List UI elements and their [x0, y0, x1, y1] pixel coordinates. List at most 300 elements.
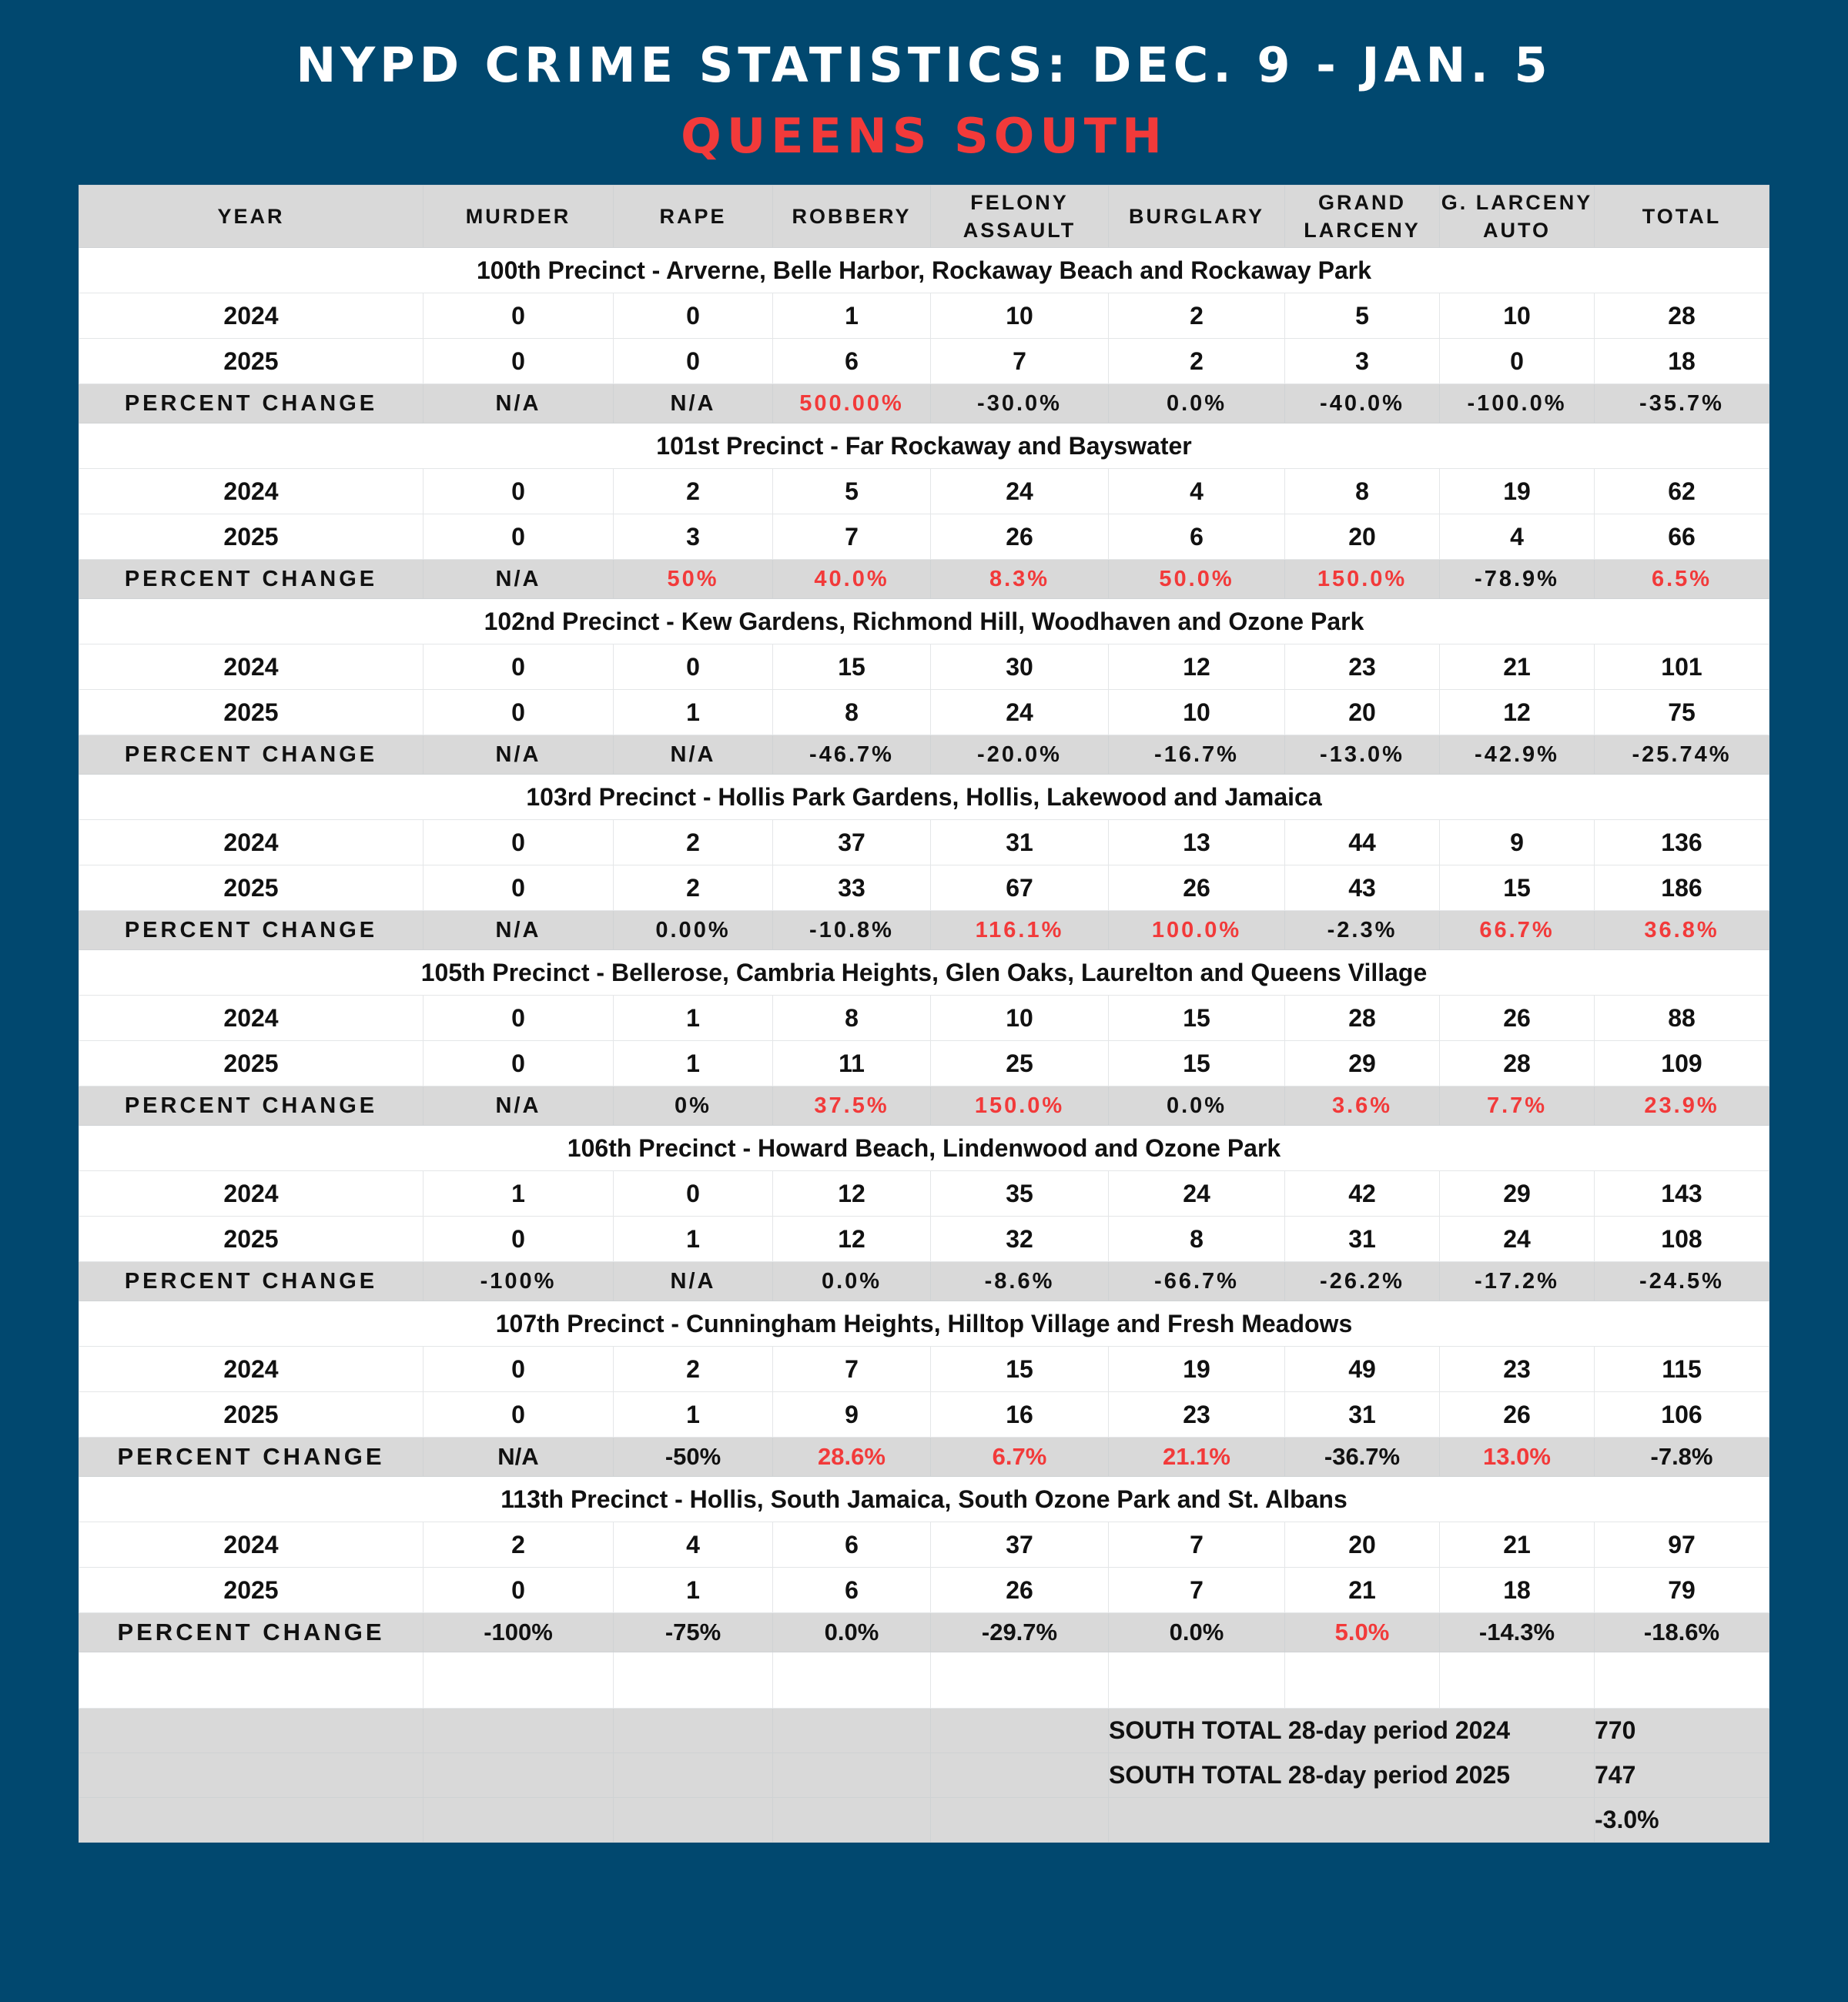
- pct-g-larceny-auto: -78.9%: [1440, 560, 1595, 599]
- cell-felony-assault: 24: [931, 690, 1109, 735]
- empty-cell: [424, 1709, 614, 1753]
- empty-cell: [1109, 1652, 1285, 1709]
- pct-total: -25.74%: [1595, 735, 1769, 775]
- column-header-g-larceny-auto: G. LARCENY AUTO: [1440, 186, 1595, 248]
- cell-robbery: 6: [773, 339, 931, 384]
- empty-cell: [614, 1652, 773, 1709]
- cell-murder: 0: [424, 293, 614, 339]
- empty-cell: [931, 1652, 1109, 1709]
- pct-total: 23.9%: [1595, 1086, 1769, 1126]
- pct-grand-larceny: -2.3%: [1285, 911, 1440, 950]
- pct-robbery: -10.8%: [773, 911, 931, 950]
- year-label: 2024: [79, 1347, 424, 1392]
- pct-robbery: 0.0%: [773, 1613, 931, 1652]
- pct-g-larceny-auto: 13.0%: [1440, 1438, 1595, 1477]
- precinct-name: 100th Precinct - Arverne, Belle Harbor, Rockaway Beach and Rockaway Park: [79, 248, 1769, 293]
- precinct-header-row: [79, 599, 1769, 644]
- cell-burglary: 7: [1109, 1568, 1285, 1613]
- cell-robbery: 33: [773, 865, 931, 911]
- cell-burglary: 15: [1109, 1041, 1285, 1086]
- cell-murder: 0: [424, 690, 614, 735]
- empty-cell: [424, 1652, 614, 1709]
- cell-grand-larceny: 28: [1285, 996, 1440, 1041]
- precinct-header-row: [79, 1477, 1769, 1522]
- percent-change-label: PERCENT CHANGE: [79, 1438, 424, 1477]
- cell-g-larceny-auto: 15: [1440, 865, 1595, 911]
- year-row-2024: [79, 996, 1769, 1041]
- cell-robbery: 9: [773, 1392, 931, 1438]
- pct-g-larceny-auto: -14.3%: [1440, 1613, 1595, 1652]
- south-total-label: [1109, 1798, 1595, 1843]
- pct-murder: N/A: [424, 1086, 614, 1126]
- year-row-2024: [79, 1347, 1769, 1392]
- year-label: 2024: [79, 820, 424, 865]
- percent-change-label: PERCENT CHANGE: [79, 384, 424, 424]
- cell-total: 75: [1595, 690, 1769, 735]
- year-label: 2025: [79, 1392, 424, 1438]
- south-total-row: [79, 1709, 1769, 1753]
- year-row-2024: [79, 644, 1769, 690]
- cell-grand-larceny: 42: [1285, 1171, 1440, 1217]
- column-header-murder: MURDER: [424, 186, 614, 248]
- empty-cell: [614, 1709, 773, 1753]
- year-label: 2024: [79, 996, 424, 1041]
- precinct-name: 107th Precinct - Cunningham Heights, Hilltop Village and Fresh Meadows: [79, 1301, 1769, 1347]
- pct-burglary: -66.7%: [1109, 1262, 1285, 1301]
- cell-felony-assault: 10: [931, 996, 1109, 1041]
- percent-change-label: PERCENT CHANGE: [79, 911, 424, 950]
- cell-murder: 0: [424, 644, 614, 690]
- cell-robbery: 8: [773, 690, 931, 735]
- cell-rape: 1: [614, 996, 773, 1041]
- pct-murder: N/A: [424, 735, 614, 775]
- cell-burglary: 26: [1109, 865, 1285, 911]
- cell-total: 106: [1595, 1392, 1769, 1438]
- south-total-value: -3.0%: [1595, 1798, 1769, 1843]
- cell-total: 18: [1595, 339, 1769, 384]
- pct-rape: N/A: [614, 1262, 773, 1301]
- pct-total: 36.8%: [1595, 911, 1769, 950]
- page-subtitle: QUEENS SOUTH: [681, 108, 1167, 164]
- year-label: 2025: [79, 339, 424, 384]
- column-header-grand-larceny: GRAND LARCENY: [1285, 186, 1440, 248]
- cell-robbery: 5: [773, 469, 931, 514]
- percent-change-row: [79, 1438, 1769, 1477]
- cell-murder: 0: [424, 339, 614, 384]
- pct-grand-larceny: -40.0%: [1285, 384, 1440, 424]
- pct-murder: N/A: [424, 1438, 614, 1477]
- cell-total: 143: [1595, 1171, 1769, 1217]
- cell-robbery: 37: [773, 820, 931, 865]
- year-row-2025: [79, 690, 1769, 735]
- percent-change-row: [79, 560, 1769, 599]
- empty-cell: [931, 1709, 1109, 1753]
- cell-rape: 1: [614, 690, 773, 735]
- pct-burglary: 50.0%: [1109, 560, 1285, 599]
- cell-burglary: 23: [1109, 1392, 1285, 1438]
- cell-murder: 0: [424, 1041, 614, 1086]
- spacer-row: [79, 1652, 1769, 1709]
- year-label: 2024: [79, 1171, 424, 1217]
- year-label: 2025: [79, 1041, 424, 1086]
- year-row-2025: [79, 865, 1769, 911]
- cell-burglary: 10: [1109, 690, 1285, 735]
- cell-burglary: 2: [1109, 293, 1285, 339]
- empty-cell: [931, 1798, 1109, 1843]
- cell-murder: 0: [424, 820, 614, 865]
- empty-cell: [773, 1652, 931, 1709]
- cell-grand-larceny: 44: [1285, 820, 1440, 865]
- pct-felony-assault: -20.0%: [931, 735, 1109, 775]
- year-row-2024: [79, 1171, 1769, 1217]
- cell-total: 136: [1595, 820, 1769, 865]
- cell-grand-larceny: 31: [1285, 1392, 1440, 1438]
- pct-g-larceny-auto: 66.7%: [1440, 911, 1595, 950]
- cell-robbery: 12: [773, 1171, 931, 1217]
- empty-cell: [773, 1798, 931, 1843]
- cell-grand-larceny: 31: [1285, 1217, 1440, 1262]
- column-header-total: TOTAL: [1595, 186, 1769, 248]
- cell-burglary: 12: [1109, 644, 1285, 690]
- pct-total: -35.7%: [1595, 384, 1769, 424]
- cell-g-larceny-auto: 18: [1440, 1568, 1595, 1613]
- pct-burglary: -16.7%: [1109, 735, 1285, 775]
- cell-total: 115: [1595, 1347, 1769, 1392]
- crime-stats-table: [79, 185, 1769, 1843]
- year-label: 2025: [79, 1568, 424, 1613]
- percent-change-row: [79, 384, 1769, 424]
- pct-felony-assault: -30.0%: [931, 384, 1109, 424]
- south-total-row: [79, 1753, 1769, 1798]
- pct-robbery: 500.00%: [773, 384, 931, 424]
- percent-change-row: [79, 911, 1769, 950]
- pct-burglary: 100.0%: [1109, 911, 1285, 950]
- empty-cell: [773, 1753, 931, 1798]
- cell-felony-assault: 25: [931, 1041, 1109, 1086]
- empty-cell: [79, 1753, 424, 1798]
- year-label: 2024: [79, 1522, 424, 1568]
- cell-grand-larceny: 49: [1285, 1347, 1440, 1392]
- cell-burglary: 15: [1109, 996, 1285, 1041]
- cell-robbery: 15: [773, 644, 931, 690]
- cell-rape: 1: [614, 1041, 773, 1086]
- column-header-felony-assault: FELONY ASSAULT: [931, 186, 1109, 248]
- pct-rape: 0.00%: [614, 911, 773, 950]
- cell-rape: 2: [614, 820, 773, 865]
- pct-felony-assault: -8.6%: [931, 1262, 1109, 1301]
- percent-change-label: PERCENT CHANGE: [79, 1262, 424, 1301]
- cell-total: 88: [1595, 996, 1769, 1041]
- empty-cell: [1285, 1652, 1440, 1709]
- column-header-robbery: ROBBERY: [773, 186, 931, 248]
- year-row-2024: [79, 820, 1769, 865]
- cell-murder: 0: [424, 865, 614, 911]
- column-header-year: YEAR: [79, 186, 424, 248]
- pct-burglary: 0.0%: [1109, 1613, 1285, 1652]
- precinct-header-row: [79, 950, 1769, 996]
- year-row-2024: [79, 1522, 1769, 1568]
- cell-g-larceny-auto: 9: [1440, 820, 1595, 865]
- cell-robbery: 7: [773, 1347, 931, 1392]
- cell-robbery: 1: [773, 293, 931, 339]
- pct-robbery: 40.0%: [773, 560, 931, 599]
- empty-cell: [79, 1652, 424, 1709]
- cell-murder: 0: [424, 996, 614, 1041]
- pct-g-larceny-auto: 7.7%: [1440, 1086, 1595, 1126]
- cell-murder: 0: [424, 469, 614, 514]
- year-label: 2025: [79, 1217, 424, 1262]
- pct-burglary: 0.0%: [1109, 384, 1285, 424]
- cell-felony-assault: 32: [931, 1217, 1109, 1262]
- cell-grand-larceny: 29: [1285, 1041, 1440, 1086]
- pct-g-larceny-auto: -100.0%: [1440, 384, 1595, 424]
- pct-grand-larceny: 5.0%: [1285, 1613, 1440, 1652]
- cell-murder: 0: [424, 514, 614, 560]
- year-row-2024: [79, 469, 1769, 514]
- cell-felony-assault: 26: [931, 1568, 1109, 1613]
- cell-burglary: 7: [1109, 1522, 1285, 1568]
- cell-robbery: 6: [773, 1522, 931, 1568]
- cell-total: 66: [1595, 514, 1769, 560]
- cell-grand-larceny: 8: [1285, 469, 1440, 514]
- pct-total: -24.5%: [1595, 1262, 1769, 1301]
- pct-grand-larceny: -13.0%: [1285, 735, 1440, 775]
- south-total-value: 770: [1595, 1709, 1769, 1753]
- header-row: [79, 186, 1769, 248]
- cell-murder: 0: [424, 1347, 614, 1392]
- pct-burglary: 0.0%: [1109, 1086, 1285, 1126]
- cell-grand-larceny: 5: [1285, 293, 1440, 339]
- percent-change-row: [79, 735, 1769, 775]
- cell-rape: 1: [614, 1392, 773, 1438]
- pct-felony-assault: -29.7%: [931, 1613, 1109, 1652]
- cell-felony-assault: 16: [931, 1392, 1109, 1438]
- cell-robbery: 12: [773, 1217, 931, 1262]
- precinct-name: 102nd Precinct - Kew Gardens, Richmond Hill, Woodhaven and Ozone Park: [79, 599, 1769, 644]
- cell-felony-assault: 37: [931, 1522, 1109, 1568]
- pct-robbery: 37.5%: [773, 1086, 931, 1126]
- pct-murder: N/A: [424, 560, 614, 599]
- cell-total: 62: [1595, 469, 1769, 514]
- percent-change-label: PERCENT CHANGE: [79, 735, 424, 775]
- south-total-label: SOUTH TOTAL 28-day period 2024: [1109, 1709, 1595, 1753]
- pct-felony-assault: 8.3%: [931, 560, 1109, 599]
- cell-felony-assault: 15: [931, 1347, 1109, 1392]
- precinct-header-row: [79, 424, 1769, 469]
- empty-cell: [79, 1709, 424, 1753]
- cell-murder: 2: [424, 1522, 614, 1568]
- cell-total: 108: [1595, 1217, 1769, 1262]
- percent-change-label: PERCENT CHANGE: [79, 1086, 424, 1126]
- pct-grand-larceny: 150.0%: [1285, 560, 1440, 599]
- cell-felony-assault: 31: [931, 820, 1109, 865]
- pct-murder: N/A: [424, 911, 614, 950]
- table-body: [79, 248, 1769, 1843]
- cell-burglary: 2: [1109, 339, 1285, 384]
- year-label: 2024: [79, 644, 424, 690]
- precinct-name: 103rd Precinct - Hollis Park Gardens, Hollis, Lakewood and Jamaica: [79, 775, 1769, 820]
- pct-burglary: 21.1%: [1109, 1438, 1285, 1477]
- south-total-label: SOUTH TOTAL 28-day period 2025: [1109, 1753, 1595, 1798]
- cell-murder: 0: [424, 1568, 614, 1613]
- cell-total: 28: [1595, 293, 1769, 339]
- cell-g-larceny-auto: 12: [1440, 690, 1595, 735]
- cell-burglary: 24: [1109, 1171, 1285, 1217]
- pct-murder: N/A: [424, 384, 614, 424]
- cell-g-larceny-auto: 21: [1440, 644, 1595, 690]
- year-row-2024: [79, 293, 1769, 339]
- precinct-header-row: [79, 248, 1769, 293]
- precinct-name: 105th Precinct - Bellerose, Cambria Heights, Glen Oaks, Laurelton and Queens Village: [79, 950, 1769, 996]
- cell-g-larceny-auto: 19: [1440, 469, 1595, 514]
- cell-robbery: 7: [773, 514, 931, 560]
- pct-grand-larceny: -36.7%: [1285, 1438, 1440, 1477]
- cell-felony-assault: 35: [931, 1171, 1109, 1217]
- cell-total: 97: [1595, 1522, 1769, 1568]
- pct-rape: -50%: [614, 1438, 773, 1477]
- year-row-2025: [79, 339, 1769, 384]
- percent-change-row: [79, 1086, 1769, 1126]
- cell-burglary: 13: [1109, 820, 1285, 865]
- pct-felony-assault: 116.1%: [931, 911, 1109, 950]
- cell-felony-assault: 26: [931, 514, 1109, 560]
- cell-grand-larceny: 43: [1285, 865, 1440, 911]
- pct-total: -7.8%: [1595, 1438, 1769, 1477]
- pct-murder: -100%: [424, 1613, 614, 1652]
- cell-robbery: 6: [773, 1568, 931, 1613]
- cell-rape: 4: [614, 1522, 773, 1568]
- empty-cell: [1440, 1652, 1595, 1709]
- cell-murder: 0: [424, 1392, 614, 1438]
- cell-burglary: 6: [1109, 514, 1285, 560]
- cell-g-larceny-auto: 4: [1440, 514, 1595, 560]
- pct-total: -18.6%: [1595, 1613, 1769, 1652]
- cell-g-larceny-auto: 10: [1440, 293, 1595, 339]
- empty-cell: [79, 1798, 424, 1843]
- pct-rape: -75%: [614, 1613, 773, 1652]
- cell-rape: 1: [614, 1568, 773, 1613]
- precinct-header-row: [79, 1126, 1769, 1171]
- empty-cell: [931, 1753, 1109, 1798]
- year-label: 2025: [79, 690, 424, 735]
- precinct-header-row: [79, 775, 1769, 820]
- pct-grand-larceny: -26.2%: [1285, 1262, 1440, 1301]
- cell-rape: 0: [614, 1171, 773, 1217]
- pct-robbery: -46.7%: [773, 735, 931, 775]
- cell-grand-larceny: 21: [1285, 1568, 1440, 1613]
- year-label: 2024: [79, 469, 424, 514]
- cell-robbery: 8: [773, 996, 931, 1041]
- pct-total: 6.5%: [1595, 560, 1769, 599]
- year-label: 2024: [79, 293, 424, 339]
- empty-cell: [1595, 1652, 1769, 1709]
- empty-cell: [424, 1798, 614, 1843]
- pct-robbery: 28.6%: [773, 1438, 931, 1477]
- cell-g-larceny-auto: 28: [1440, 1041, 1595, 1086]
- cell-rape: 3: [614, 514, 773, 560]
- cell-grand-larceny: 20: [1285, 690, 1440, 735]
- pct-g-larceny-auto: -42.9%: [1440, 735, 1595, 775]
- pct-murder: -100%: [424, 1262, 614, 1301]
- cell-rape: 1: [614, 1217, 773, 1262]
- percent-change-row: [79, 1262, 1769, 1301]
- cell-rape: 2: [614, 469, 773, 514]
- year-row-2025: [79, 514, 1769, 560]
- cell-murder: 1: [424, 1171, 614, 1217]
- precinct-name: 101st Precinct - Far Rockaway and Bayswater: [79, 424, 1769, 469]
- cell-rape: 0: [614, 644, 773, 690]
- cell-rape: 2: [614, 865, 773, 911]
- cell-grand-larceny: 3: [1285, 339, 1440, 384]
- year-row-2025: [79, 1041, 1769, 1086]
- cell-rape: 0: [614, 293, 773, 339]
- pct-grand-larceny: 3.6%: [1285, 1086, 1440, 1126]
- cell-grand-larceny: 20: [1285, 514, 1440, 560]
- cell-g-larceny-auto: 26: [1440, 1392, 1595, 1438]
- precinct-name: 106th Precinct - Howard Beach, Lindenwood and Ozone Park: [79, 1126, 1769, 1171]
- south-total-value: 747: [1595, 1753, 1769, 1798]
- south-total-row: [79, 1798, 1769, 1843]
- cell-felony-assault: 10: [931, 293, 1109, 339]
- cell-felony-assault: 24: [931, 469, 1109, 514]
- pct-robbery: 0.0%: [773, 1262, 931, 1301]
- cell-g-larceny-auto: 26: [1440, 996, 1595, 1041]
- year-label: 2025: [79, 514, 424, 560]
- cell-g-larceny-auto: 21: [1440, 1522, 1595, 1568]
- cell-robbery: 11: [773, 1041, 931, 1086]
- page-title: NYPD CRIME STATISTICS: DEC. 9 - JAN. 5: [296, 37, 1552, 93]
- pct-rape: 0%: [614, 1086, 773, 1126]
- cell-total: 79: [1595, 1568, 1769, 1613]
- empty-cell: [614, 1798, 773, 1843]
- cell-g-larceny-auto: 29: [1440, 1171, 1595, 1217]
- cell-total: 109: [1595, 1041, 1769, 1086]
- cell-burglary: 19: [1109, 1347, 1285, 1392]
- pct-rape: 50%: [614, 560, 773, 599]
- percent-change-label: PERCENT CHANGE: [79, 560, 424, 599]
- cell-felony-assault: 30: [931, 644, 1109, 690]
- cell-murder: 0: [424, 1217, 614, 1262]
- cell-rape: 0: [614, 339, 773, 384]
- cell-total: 101: [1595, 644, 1769, 690]
- cell-grand-larceny: 23: [1285, 644, 1440, 690]
- pct-felony-assault: 150.0%: [931, 1086, 1109, 1126]
- cell-burglary: 4: [1109, 469, 1285, 514]
- empty-cell: [424, 1753, 614, 1798]
- cell-g-larceny-auto: 24: [1440, 1217, 1595, 1262]
- pct-felony-assault: 6.7%: [931, 1438, 1109, 1477]
- cell-felony-assault: 67: [931, 865, 1109, 911]
- year-label: 2025: [79, 865, 424, 911]
- precinct-name: 113th Precinct - Hollis, South Jamaica, South Ozone Park and St. Albans: [79, 1477, 1769, 1522]
- pct-rape: N/A: [614, 735, 773, 775]
- year-row-2025: [79, 1217, 1769, 1262]
- pct-g-larceny-auto: -17.2%: [1440, 1262, 1595, 1301]
- percent-change-row: [79, 1613, 1769, 1652]
- empty-cell: [614, 1753, 773, 1798]
- cell-felony-assault: 7: [931, 339, 1109, 384]
- percent-change-label: PERCENT CHANGE: [79, 1613, 424, 1652]
- cell-rape: 2: [614, 1347, 773, 1392]
- pct-rape: N/A: [614, 384, 773, 424]
- cell-grand-larceny: 20: [1285, 1522, 1440, 1568]
- precinct-header-row: [79, 1301, 1769, 1347]
- cell-g-larceny-auto: 0: [1440, 339, 1595, 384]
- empty-cell: [773, 1709, 931, 1753]
- year-row-2025: [79, 1568, 1769, 1613]
- cell-burglary: 8: [1109, 1217, 1285, 1262]
- cell-g-larceny-auto: 23: [1440, 1347, 1595, 1392]
